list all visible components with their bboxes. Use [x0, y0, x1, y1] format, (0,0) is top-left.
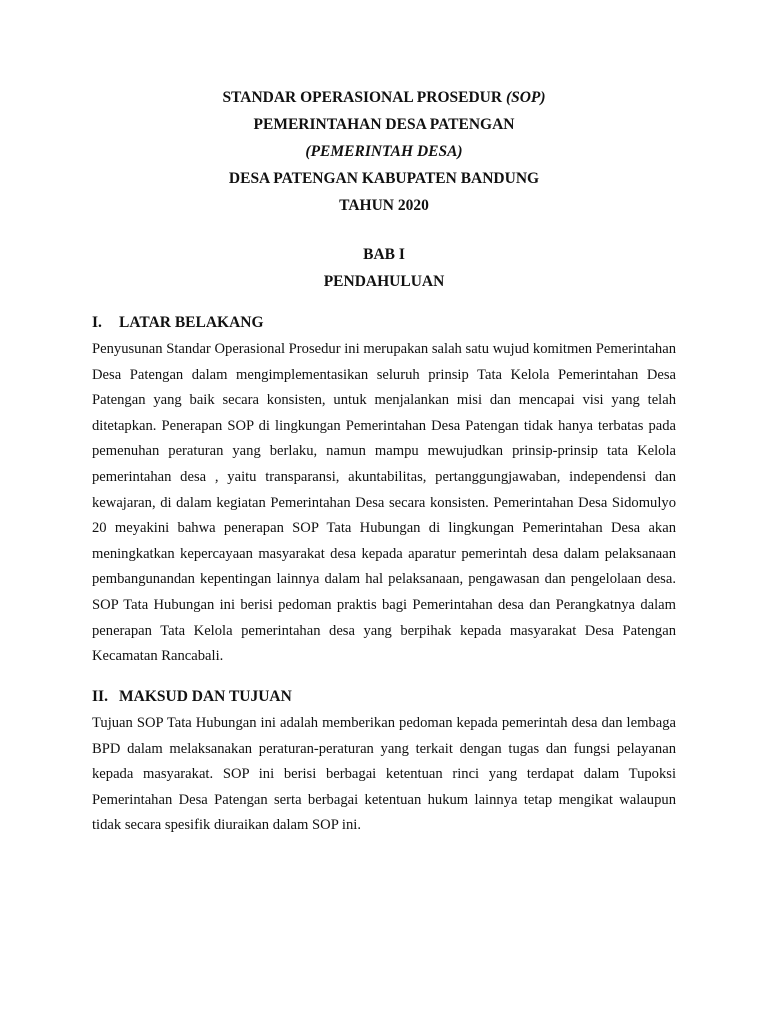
section-number: I. [92, 314, 102, 331]
chapter-number: BAB I [363, 246, 405, 263]
document-title [0, 84, 768, 111]
section-heading-text: LATAR BELAKANG [119, 314, 264, 331]
title-line-location: DESA PATENGAN KABUPATEN BANDUNG [228, 170, 540, 187]
title-line-organization: PEMERINTAHAN DESA PATENGAN [253, 116, 515, 133]
title-subtitle-italic: (PEMERINTAH DESA) [305, 143, 463, 160]
title-spacer [0, 219, 768, 241]
title-abbreviation: (SOP) [505, 89, 546, 106]
section-heading [92, 311, 676, 335]
section-number: II. [92, 688, 108, 705]
section-heading [92, 685, 676, 709]
section-maksud-dan-tujuan [92, 685, 676, 839]
title-line-year: TAHUN 2020 [339, 197, 429, 214]
section-latar-belakang [92, 311, 676, 670]
section-heading-text: MAKSUD DAN TUJUAN [119, 688, 292, 705]
title-block [0, 84, 768, 295]
section-body: Tujuan SOP Tata Hubungan ini adalah memberikan pedoman kepada pemerintah desa dan lembaga BPD dalam melaksanakan peraturan-peraturan yang terkait dengan tugas dan fungsi pelayanan kepada masyarakat. SOP ini berisi berbagai ketentuan rinci yang terdapat dalam Tupoksi Pemerintahan Desa Patengan serta berbagai ketentuan hukum lainnya tetap mengikat walaupun tidak secara spesifik diuraikan dalam SOP ini. [92, 715, 676, 834]
section-body: Penyusunan Standar Operasional Prosedur ini merupakan salah satu wujud komitmen Pemerintahan Desa Patengan dalam mengimplementasikan seluruh prinsip Tata Kelola Pemerintahan Desa Patengan yang baik secara konsisten, untuk menjalankan misi dan mencapai visi yang telah ditetapkan. Penerapan SOP di lingkungan Pemerintahan Desa Patengan tidak hanya terbatas pada pemenuhan peraturan yang berlaku, namun mampu mewujudkan prinsip-prinsip tata Kelola pemerintahan desa , yaitu transparansi, akuntabilitas, pertanggungjawaban, independensi dan kewajaran, di dalam kegiatan Pemerintahan Desa secara konsisten. Pemerintahan Desa Sidomulyo 20 meyakini bahwa penerapan SOP Tata Hubungan di lingkungan Pemerintahan Desa akan meningkatkan kepercayaan masyarakat desa kepada aparatur pemerintah desa dalam pelaksanaan pembangunandan kepentingan lainnya dalam hal pelaksanaan, pengawasan dan pengelolaan desa. SOP Tata Hubungan ini berisi pedoman praktis bagi Pemerintahan desa dan Perangkatnya dalam penerapan Tata Kelola pemerintahan desa yang berpihak kepada masyarakat Desa Patengan Kecamatan Rancabali. [92, 341, 676, 665]
title-main-text: STANDAR OPERASIONAL PROSEDUR [222, 89, 503, 106]
chapter-title: PENDAHULUAN [323, 273, 445, 290]
title-line-subtitle [0, 138, 768, 165]
